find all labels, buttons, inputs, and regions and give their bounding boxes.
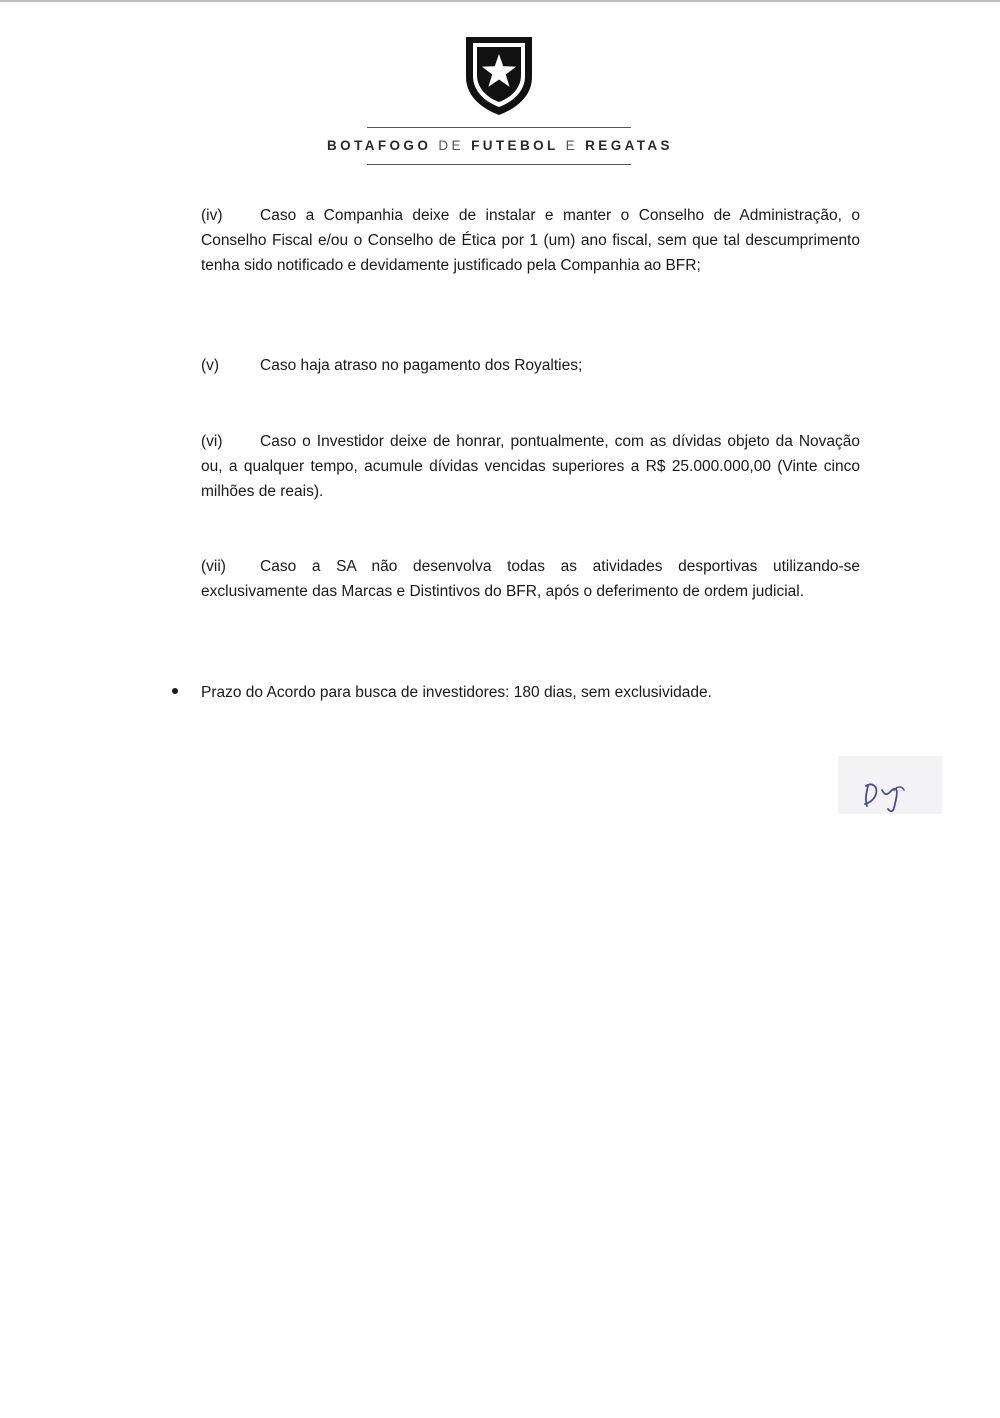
bullet-icon (172, 688, 178, 694)
clause-number: (v) (201, 357, 220, 374)
organization-name (300, 138, 700, 153)
clause-v (201, 353, 860, 378)
clause-vi (201, 429, 860, 504)
clause-text: Caso o Investidor deixe de honrar, pontualmente, com as dívidas objeto da Novação ou, a qualquer tempo, acumule dívidas vencidas superiores a R$ 25.000.000,00 (Vinte cinco milhões de reais). (201, 433, 860, 500)
clause-number: (vii) (201, 558, 226, 575)
clause-text: Caso a Companhia deixe de instalar e manter o Conselho de Administração, o Conselho Fiscal e/ou o Conselho de Ética por 1 (um) ano fiscal, sem que tal descumprimento tenha sido notificado e devidamente justificado pela Companhia ao BFR; (201, 207, 860, 274)
org-word: FUTEBOL (471, 138, 559, 153)
org-connector: DE (438, 138, 464, 153)
signature-image (838, 756, 942, 814)
org-word: BOTAFOGO (327, 138, 432, 153)
org-word: REGATAS (585, 138, 673, 153)
clause-text: Caso haja atraso no pagamento dos Royalties; (260, 357, 583, 374)
header-rule-bottom (367, 164, 631, 165)
clause-number: (iv) (201, 207, 223, 224)
star-shield-icon (463, 33, 535, 117)
clause-iv (201, 203, 860, 278)
clause-number: (vi) (201, 433, 223, 450)
clause-text: Caso a SA não desenvolva todas as atividades desportivas utilizando-se exclusivamente das Marcas e Distintivos do BFR, após o deferimento de ordem judicial. (201, 558, 860, 600)
header-rule-top (367, 127, 631, 128)
signature-icon (838, 756, 942, 814)
org-connector: E (565, 138, 578, 153)
page-top-border (0, 0, 1000, 2)
clause-vii (201, 554, 860, 604)
bullet-item: Prazo do Acordo para busca de investidores: 180 dias, sem exclusividade. (201, 684, 712, 701)
